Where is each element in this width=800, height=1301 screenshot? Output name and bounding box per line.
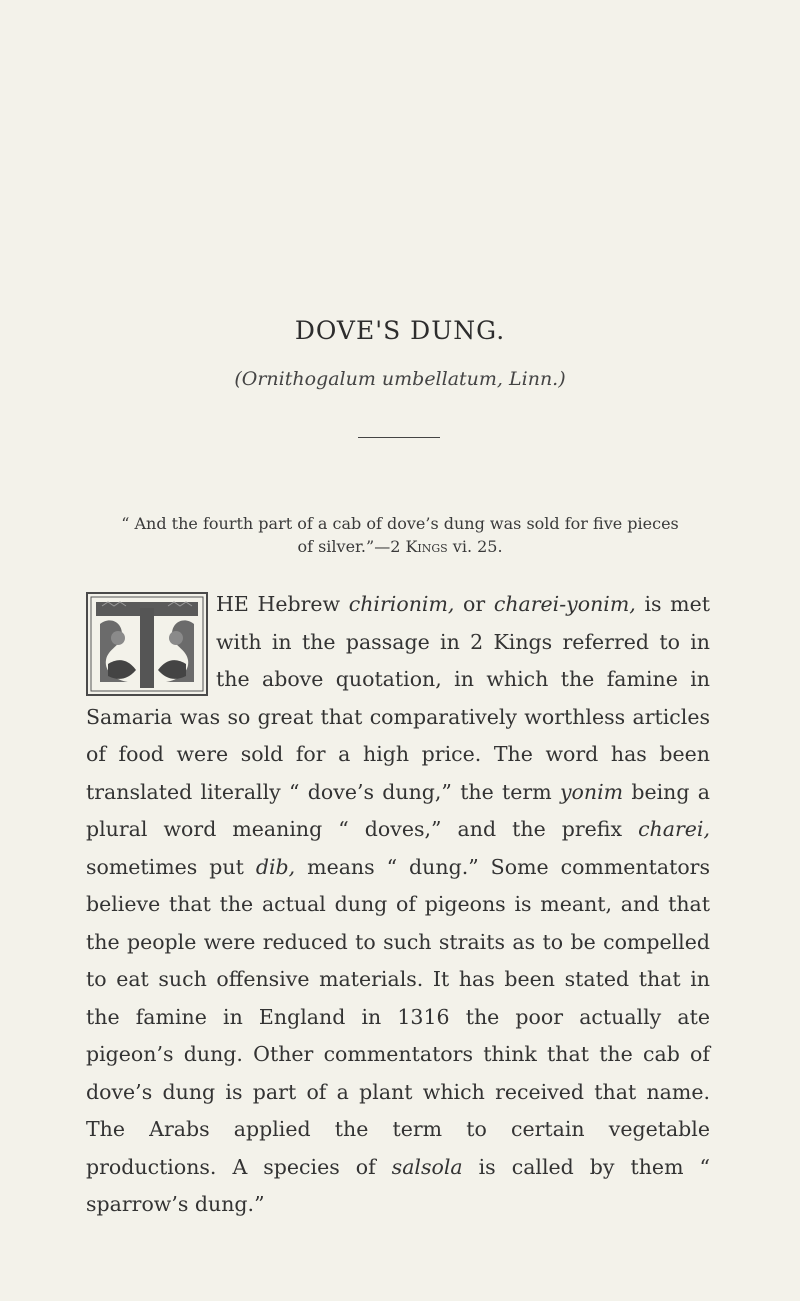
body-text — [86, 586, 710, 1224]
body-run: sometimes put — [86, 854, 256, 879]
term-chirionim: chirionim, — [348, 592, 455, 616]
epigraph-quote: “ And the fourth part of a cab of dove’s dung was sold for five pieces of silver.”—2 — [121, 514, 679, 556]
term-dib: dib, — [255, 854, 296, 879]
body-run: is called by them “ sparrow’s dung.” — [86, 1154, 710, 1216]
body-run: means “ dung.” Some commentators believe that the actual dung of pigeons is meant, and that the people were reduced to such straits as to be compelled to eat such offensive materials. It has been stated that in the famine in England in 1316 the poor actually ate pigeon’s dung. Other commentators think that the cab of dove’s dung is part of a plant which received that name. The Arabs applied the term to certain vegetable productions. A species of — [86, 854, 710, 1179]
body-run: is met with in the passage in 2 Kings referred to in the above quotation, in which the famine in Samaria was so great that comparatively worthless articles of food were sold for a high price. The word has been translated literally “ dove’s dung,” the term — [86, 592, 710, 804]
body-run: or — [454, 592, 494, 616]
body-run: being a plural word meaning “ doves,” and the prefix — [86, 779, 710, 841]
botanical-name: (Ornithogalum umbellatum, Linn.) — [234, 368, 566, 390]
term-charei-yonim: charei-yonim, — [493, 592, 636, 616]
epigraph — [120, 512, 680, 558]
term-yonim: yonim — [559, 779, 624, 804]
epigraph-ref-book: Kings — [405, 537, 448, 556]
epigraph-ref-verse: vi. 25. — [447, 537, 503, 556]
body-run: HE Hebrew — [216, 592, 349, 616]
decorated-initial-t — [86, 592, 208, 696]
term-salsola: salsola — [391, 1154, 463, 1179]
term-charei: charei, — [638, 817, 710, 841]
divider-rule — [358, 437, 440, 438]
initial-letter — [88, 594, 206, 694]
chapter-title: DOVE'S DUNG. — [294, 316, 506, 345]
